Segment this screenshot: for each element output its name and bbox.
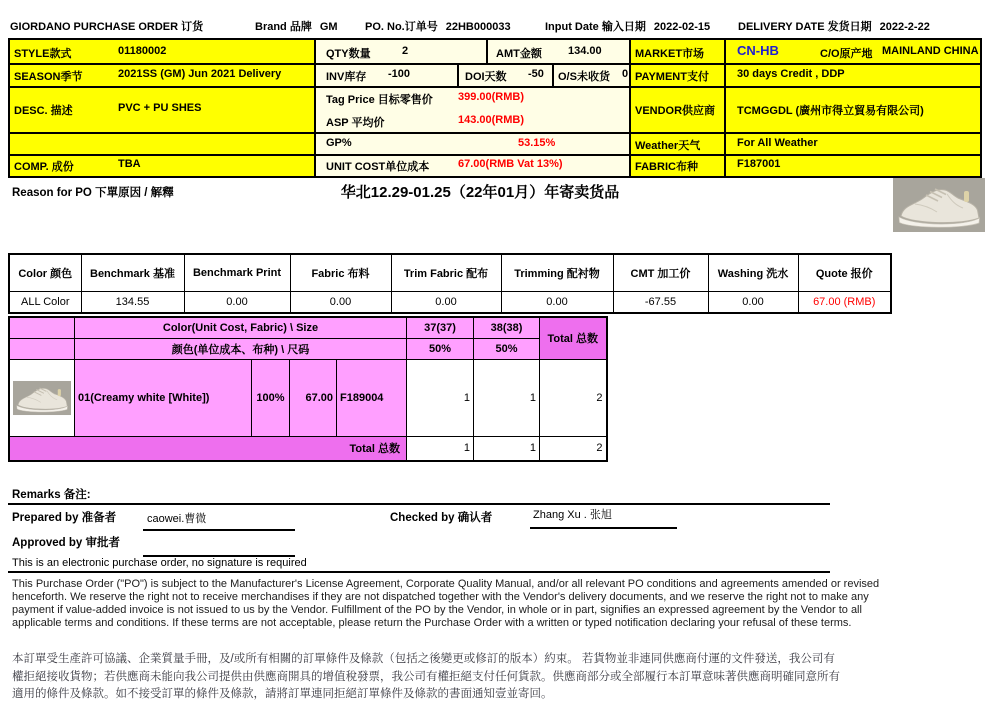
weather-label: Weather天气	[635, 140, 701, 152]
vendor-value: TCMGGDL (廣州市得立貿易有限公司)	[737, 105, 924, 117]
size-38-ratio: 50%	[474, 338, 540, 359]
comp-value: TBA	[118, 158, 141, 170]
market-value: CN-HB	[737, 43, 779, 58]
doi-label: DOI天数	[465, 71, 507, 83]
colorway-photo	[13, 375, 71, 421]
cost-table-header-row	[9, 254, 891, 291]
tag-price-value: 399.00(RMB)	[458, 91, 525, 103]
divider	[8, 503, 830, 505]
comp-label: COMP. 成份	[14, 161, 74, 173]
amt-label: AMT金额	[496, 48, 542, 60]
cell-benchmark: 134.55	[81, 291, 184, 313]
image-column-header	[9, 338, 75, 359]
os-value: 0	[622, 68, 629, 80]
delivery-date-label: DELIVERY DATE 发货日期	[738, 21, 872, 33]
cost-breakdown-table	[8, 253, 892, 314]
grid-line	[724, 40, 726, 176]
qty-label: QTY数量	[326, 48, 371, 60]
qty-size-38: 1	[474, 359, 540, 436]
remarks-label: Remarks 备注:	[12, 489, 91, 501]
reason-label: Reason for PO 下單原因 / 解釋	[12, 187, 174, 199]
cell-trim-fabric: 0.00	[391, 291, 501, 313]
delivery-date-value: 2022-2-22	[879, 21, 930, 33]
qty-row-total: 2	[540, 359, 607, 436]
cell-cmt: -67.55	[613, 291, 708, 313]
size-header-row-1	[9, 317, 607, 338]
colorway-unit-cost: 67.00	[290, 359, 337, 436]
asp-label: ASP 平均价	[326, 117, 385, 129]
size-breakdown-table	[8, 316, 608, 462]
col-header-benchmark-print: Benchmark Print	[184, 254, 290, 291]
desc-value: PVC + PU SHES	[118, 102, 202, 114]
cell-washing: 0.00	[708, 291, 798, 313]
style-label: STYLE款式	[14, 48, 72, 60]
checked-by-label: Checked by 确认者	[390, 512, 493, 524]
color-size-header-cn: 颜色(单位成本、布种) \ 尺码	[75, 338, 407, 359]
style-value: 01180002	[118, 45, 167, 57]
col-header-color: Color 颜色	[9, 254, 81, 291]
grid-line	[10, 86, 980, 88]
grid-line	[10, 154, 980, 156]
grid-line	[552, 63, 554, 86]
size-data-row	[9, 359, 607, 436]
prepared-by-label: Prepared by 准备者	[12, 512, 117, 524]
grid-line	[629, 40, 631, 176]
input-date-value: 2022-02-15	[653, 21, 711, 33]
col-header-trimming: Trimming 配衬物	[501, 254, 613, 291]
gp-value: 53.15%	[518, 137, 556, 149]
inv-value: -100	[388, 68, 411, 80]
col-header-trim-fabric: Trim Fabric 配布	[391, 254, 501, 291]
grid-line	[10, 63, 980, 65]
input-date-field	[545, 18, 710, 34]
unit-cost-value: 67.00(RMB Vat 13%)	[458, 158, 563, 170]
total-row-label: Total 总数	[9, 436, 407, 461]
payment-value: 30 days Credit , DDP	[737, 68, 845, 80]
desc-label: DESC. 描述	[14, 105, 73, 117]
col-header-cmt: CMT 加工价	[613, 254, 708, 291]
cell-quote: 67.00 (RMB)	[798, 291, 891, 313]
cell-trimming: 0.00	[501, 291, 613, 313]
grid-line	[314, 40, 316, 176]
page-title: GIORDANO PURCHASE ORDER 订货	[10, 21, 204, 33]
size-total-row	[9, 436, 607, 461]
doi-value: -50	[528, 68, 544, 80]
prepared-by-value: caowei.曹微	[147, 513, 207, 525]
col-header-benchmark: Benchmark 基准	[81, 254, 184, 291]
terms-chinese: 本訂單受生產許可協議、企業質量手冊，及/或所有相關的訂單條件及條款（包括之後變更或修訂的版本）約束。 若貨物並非連同供應商付運的文件發送，我公司有權拒絕接收貨物；若供應商未能向我公司提供由供應商開具的增值稅發票，我公司有權拒絕支付任何貨款。供應商部分或全部履行本訂單意味著供應商明確同意所有適用的條件及條款。如不接受訂單的條件及條款，請將訂單連同拒絕訂單條件及條款的書面通知壹並寄回。	[12, 653, 840, 700]
size-header-row-2	[9, 338, 607, 359]
qty-value: 2	[402, 45, 409, 57]
po-number-label: PO. No.订单号	[365, 21, 438, 33]
brand-label: Brand 品牌	[255, 21, 312, 33]
delivery-date-field	[738, 18, 930, 34]
grid-line	[486, 40, 488, 63]
size-37-header: 37(37)	[407, 317, 474, 338]
reason-title: 华北12.29-01.25（22年01月）年寄卖货品	[340, 184, 620, 201]
cell-color: ALL Color	[9, 291, 81, 313]
colorway-photo-cell	[9, 359, 75, 436]
size-37-ratio: 50%	[407, 338, 474, 359]
po-number-field	[365, 18, 511, 34]
signature-underline	[143, 529, 295, 531]
cell-fabric: 0.00	[290, 291, 391, 313]
input-date-label: Input Date 输入日期	[545, 21, 646, 33]
color-size-header: Color(Unit Cost, Fabric) \ Size	[75, 317, 407, 338]
po-number-value: 22HB000033	[445, 21, 511, 33]
colorway-fabric-code: F189004	[337, 359, 407, 436]
market-label: MARKET市场	[635, 48, 705, 60]
country-origin-value: MAINLAND CHINA	[882, 45, 979, 57]
document-header	[0, 18, 990, 36]
product-photo	[893, 178, 985, 232]
col-header-washing: Washing 洗水	[708, 254, 798, 291]
divider	[8, 571, 830, 573]
grid-line	[457, 63, 459, 86]
season-value: 2021SS (GM) Jun 2021 Delivery	[118, 68, 282, 80]
country-origin-label: C/O原产地	[820, 48, 873, 60]
unit-cost-label: UNIT COST单位成本	[326, 161, 430, 173]
qty-size-37: 1	[407, 359, 474, 436]
cost-table-data-row	[9, 291, 891, 313]
size-38-header: 38(38)	[474, 317, 540, 338]
amt-value: 134.00	[568, 45, 602, 57]
tag-price-label: Tag Price 目标零售价	[326, 94, 433, 106]
electronic-po-note: This is an electronic purchase order, no signature is required	[12, 557, 307, 569]
fabric-code-label: FABRIC布种	[635, 161, 698, 173]
fabric-code-value: F187001	[737, 158, 781, 170]
cell-benchmark-print: 0.00	[184, 291, 290, 313]
image-column-header	[9, 317, 75, 338]
inv-label: INV库存	[326, 71, 367, 83]
gp-label: GP%	[326, 137, 352, 149]
total-size-37: 1	[407, 436, 474, 461]
colorway-name: 01(Creamy white [White])	[75, 359, 252, 436]
asp-value: 143.00(RMB)	[458, 114, 525, 126]
col-header-quote: Quote 报价	[798, 254, 891, 291]
brand-value: GM	[319, 21, 338, 33]
col-header-fabric: Fabric 布料	[290, 254, 391, 291]
vendor-label: VENDOR供应商	[635, 105, 716, 117]
signature-underline	[530, 527, 677, 529]
checked-by-value: Zhang Xu . 张旭	[533, 509, 612, 521]
total-grand: 2	[540, 436, 607, 461]
colorway-pct: 100%	[252, 359, 290, 436]
season-label: SEASON季节	[14, 71, 83, 83]
brand-field	[255, 18, 338, 34]
payment-label: PAYMENT支付	[635, 71, 709, 83]
weather-value: For All Weather	[737, 137, 818, 149]
approved-by-label: Approved by 审批者	[12, 537, 120, 549]
terms-english: This Purchase Order ("PO") is subject to the Manufacturer's License Agreement, Corporate Quality Manual, and/or all relevant PO conditions and agreements amended or revised henceforth. We reserve the right not to receive merchandises if they are not dispatched together with the Vendor's delivery documents, and we reserve the right not to make any payment if value-added invoice is not issued to us by the Vendor. Fulfillment of the PO by the Vendor, in whole or in part, signifies an expressed agreement by the Vendor to all applicable terms and conditions. If these terms are not acceptable, please return the Purchase Order with a written or typed notification declaring your refusal of these terms.	[12, 578, 880, 629]
grid-line	[10, 132, 980, 134]
order-info-grid	[8, 38, 982, 178]
total-column-header: Total 总数	[540, 317, 607, 359]
os-label: O/S未收货	[558, 71, 610, 83]
total-size-38: 1	[474, 436, 540, 461]
